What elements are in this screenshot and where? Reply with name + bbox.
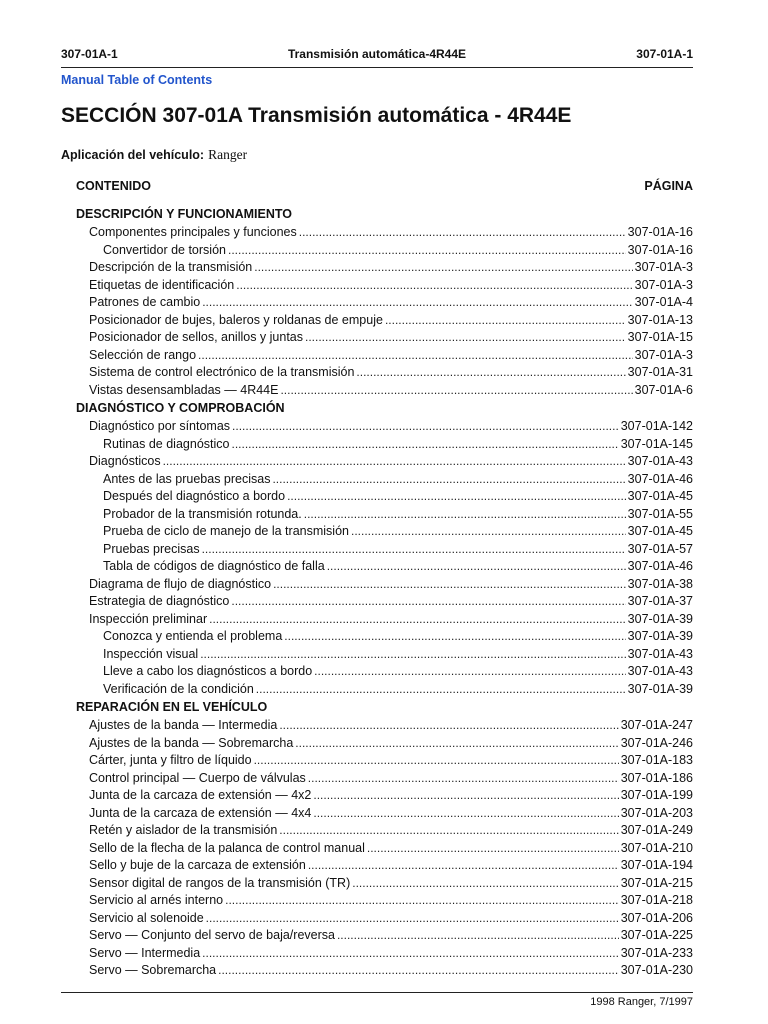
toc-entry[interactable] [76,364,693,382]
toc-entry[interactable] [76,628,693,646]
toc-entry-title: Servicio al arnés interno [89,893,224,907]
toc-entry-title: Sensor digital de rangos de la transmisión (TR) [89,875,351,890]
toc-entry[interactable] [76,717,693,735]
dot-leader [254,259,632,277]
toc-entry-page: 307-01A-3 [634,347,693,362]
toc-entry-title: Patrones de cambio [89,295,201,309]
toc-entry-title: Descripción de la transmisión [89,260,253,274]
toc-entry-page: 307-01A-246 [620,735,693,750]
dot-leader [287,488,626,506]
toc-entry-page: 307-01A-142 [620,419,693,433]
toc-entry-page: 307-01A-3 [634,277,693,292]
dot-leader [202,294,632,312]
toc-entry-page: 307-01A-233 [620,945,693,960]
toc-entry-page: 307-01A-39 [627,629,693,643]
toc-entry[interactable] [76,242,693,260]
toc-entry-page: 307-01A-6 [634,382,693,397]
toc-entry[interactable] [76,910,693,928]
toc-entry[interactable] [76,646,693,664]
dot-leader [202,945,619,963]
toc-entry[interactable] [76,277,693,295]
dot-leader [295,735,618,753]
toc-entry-page: 307-01A-45 [627,524,693,538]
header-title: Transmisión automática-4R44E [287,47,467,61]
page-title: SECCIÓN 307-01A Transmisión automática - 4R44E [61,104,572,127]
toc-entry[interactable] [76,453,693,471]
toc-entry-title: Sello de la flecha de la palanca de control manual [89,840,365,855]
toc-entry-page: 307-01A-145 [620,436,693,451]
dot-leader [367,840,619,858]
toc-entry[interactable] [76,506,693,524]
dot-leader [305,329,626,347]
toc-entry-title: Convertidor de torsión [103,242,226,257]
toc-entry[interactable] [76,787,693,805]
dot-leader [299,224,626,242]
manual-toc-link[interactable]: Manual Table of Contents [61,73,213,87]
dot-leader [385,312,626,330]
toc-entry-page: 307-01A-39 [627,611,693,626]
toc-entry-page: 307-01A-43 [627,664,693,678]
toc-entry[interactable] [76,488,693,506]
dot-leader [228,242,626,260]
toc-entry-page: 307-01A-186 [620,770,693,785]
toc-entry-page: 307-01A-55 [627,506,693,521]
toc-entry-title: Inspección preliminar [89,611,208,626]
toc-entry-title: Después del diagnóstico a bordo [103,489,286,503]
toc-entry-page: 307-01A-46 [627,559,693,573]
toc-entry-page: 307-01A-38 [627,576,693,591]
dot-leader [314,663,626,681]
toc-entry-page: 307-01A-39 [627,681,693,696]
toc-entry-title: Servicio al solenoide [89,910,204,925]
toc-entry-title: Pruebas precisas [103,541,200,556]
toc-entry-title: Sello y buje de la carcaza de extensión [89,858,306,872]
toc-entry[interactable] [76,576,693,594]
toc-entry-page: 307-01A-45 [627,489,693,503]
toc-entry-page: 307-01A-31 [627,365,693,379]
dot-leader [231,436,618,454]
dot-leader [225,892,619,910]
dot-leader [198,347,633,365]
toc-entry[interactable] [76,259,693,277]
toc-entry-page: 307-01A-215 [620,875,693,890]
toc-entry[interactable] [76,382,693,400]
toc-entry-page: 307-01A-4 [634,295,693,309]
toc-entry[interactable] [76,770,693,788]
toc-entry-title: Conozca y entienda el problema [103,629,283,643]
dot-leader [351,523,626,541]
dot-leader [273,576,626,594]
toc-entry-title: Prueba de ciclo de manejo de la transmisión [103,524,349,538]
toc-entry-title: Selección de rango [89,347,197,362]
toc-entry[interactable] [76,663,693,681]
dot-leader [352,875,618,893]
toc-entry[interactable] [76,312,693,330]
toc-entry-title: Sistema de control electrónico de la transmisión [89,365,355,379]
dot-leader [279,717,618,735]
toc-entry[interactable] [76,945,693,963]
dot-leader [308,857,619,875]
toc-entry[interactable] [76,752,693,770]
toc-entry-title: Componentes principales y funciones [89,225,297,239]
footer-divider [61,992,693,993]
contents-column-header: CONTENIDO [76,179,151,193]
toc-entry-page: 307-01A-249 [620,823,693,837]
toc-entry[interactable] [76,735,693,753]
dot-leader [308,770,619,788]
toc-section-heading: DIAGNÓSTICO Y COMPROBACIÓN [76,401,285,415]
dot-leader [337,927,619,945]
toc-entry-page: 307-01A-203 [620,805,693,820]
toc-entry-title: Diagnóstico por síntomas [89,419,231,433]
toc-entry-title: Posicionador de sellos, anillos y juntas [89,330,304,344]
toc-entry-title: Ajustes de la banda — Intermedia [89,718,278,732]
toc-entry[interactable] [76,471,693,489]
toc-entry-title: Posicionador de bujes, baleros y roldanas de empuje [89,312,383,327]
toc-entry-page: 307-01A-43 [627,646,693,661]
dot-leader [218,962,619,980]
toc-entry-title: Estrategia de diagnóstico [89,594,230,608]
toc-column-headers [76,179,693,195]
page-footer: 1998 Ranger, 7/1997 [590,996,693,1008]
vehicle-application-value: Ranger [208,147,248,162]
dot-leader [356,364,625,382]
toc-entry[interactable] [76,224,693,242]
toc-entry-page: 307-01A-37 [627,594,693,608]
toc-entry-title: Junta de la carcaza de extensión — 4x2 [89,788,312,802]
dot-leader [304,506,626,524]
toc-entry-page: 307-01A-247 [620,718,693,732]
toc-entry-page: 307-01A-15 [627,330,693,344]
toc-entry-page: 307-01A-218 [620,893,693,907]
toc-entry-title: Lleve a cabo los diagnósticos a bordo [103,664,313,678]
toc-entry-title: Cárter, junta y filtro de líquido [89,753,252,767]
dot-leader [163,453,626,471]
page-column-header: PÁGINA [644,179,693,193]
toc-entry-title: Ajustes de la banda — Sobremarcha [89,735,294,750]
dot-leader [327,558,626,576]
toc-entry[interactable] [76,558,693,576]
toc-entry-title: Junta de la carcaza de extensión — 4x4 [89,805,312,820]
toc-entry-page: 307-01A-199 [620,788,693,802]
table-of-contents [76,205,693,980]
toc-entry-title: Probador de la transmisión rotunda. [103,506,302,521]
dot-leader [236,277,632,295]
dot-leader [313,787,618,805]
toc-entry-page: 307-01A-46 [627,471,693,486]
toc-entry-page: 307-01A-57 [627,541,693,556]
toc-entry[interactable] [76,822,693,840]
toc-entry[interactable] [76,892,693,910]
toc-entry-page: 307-01A-183 [620,753,693,767]
toc-entry-page: 307-01A-16 [627,225,693,239]
toc-entry-page: 307-01A-225 [620,928,693,942]
toc-entry-title: Diagrama de flujo de diagnóstico [89,576,272,591]
dot-leader [209,611,626,629]
toc-entry-page: 307-01A-230 [620,963,693,977]
dot-leader [256,681,626,699]
dot-leader [280,382,632,400]
toc-entry[interactable] [76,681,693,699]
dot-leader [206,910,619,928]
page-header [61,47,693,63]
toc-entry-page: 307-01A-210 [620,840,693,855]
header-section-number-right: 307-01A-1 [636,47,693,61]
toc-entry-title: Antes de las pruebas precisas [103,471,271,486]
dot-leader [279,822,618,840]
toc-entry-title: Vistas desensambladas — 4R44E [89,382,279,397]
toc-entry-page: 307-01A-3 [634,260,693,274]
header-section-number-left: 307-01A-1 [61,47,118,61]
toc-entry[interactable] [76,962,693,980]
vehicle-application [61,147,247,163]
toc-entry-title: Diagnósticos [89,454,161,468]
toc-entry[interactable] [76,436,693,454]
toc-entry-title: Retén y aislador de la transmisión [89,823,278,837]
dot-leader [231,593,625,611]
toc-entry[interactable] [76,523,693,541]
toc-entry[interactable] [76,294,693,312]
toc-entry[interactable] [76,805,693,823]
toc-entry[interactable] [76,875,693,893]
toc-entry[interactable] [76,347,693,365]
toc-entry-page: 307-01A-194 [620,858,693,872]
toc-entry-title: Rutinas de diagnóstico [103,436,230,451]
toc-entry-page: 307-01A-13 [627,312,693,327]
toc-section-heading: REPARACIÓN EN EL VEHÍCULO [76,700,268,714]
toc-entry[interactable] [76,840,693,858]
toc-entry[interactable] [76,329,693,347]
toc-entry-title: Servo — Conjunto del servo de baja/reversa [89,928,335,942]
vehicle-application-label: Aplicación del vehículo: [61,148,205,162]
toc-entry-title: Etiquetas de identificación [89,277,235,292]
toc-entry[interactable] [76,611,693,629]
toc-entry-title: Tabla de códigos de diagnóstico de falla [103,559,325,573]
toc-entry-title: Verificación de la condición [103,681,254,696]
dot-leader [202,541,626,559]
toc-entry-title: Servo — Sobremarcha [89,963,217,977]
toc-entry-page: 307-01A-16 [627,242,693,257]
dot-leader [232,418,619,436]
toc-section-heading: DESCRIPCIÓN Y FUNCIONAMIENTO [76,207,292,221]
toc-entry[interactable] [76,927,693,945]
toc-entry-title: Servo — Intermedia [89,945,201,960]
toc-entry[interactable] [76,541,693,559]
toc-entry-title: Control principal — Cuerpo de válvulas [89,770,306,785]
dot-leader [313,805,618,823]
toc-entry[interactable] [76,857,693,875]
toc-entry[interactable] [76,418,693,436]
toc-entry-title: Inspección visual [103,646,199,661]
toc-entry[interactable] [76,593,693,611]
toc-entry-page: 307-01A-43 [627,454,693,468]
header-divider [61,67,693,68]
dot-leader [254,752,619,770]
dot-leader [200,646,625,664]
dot-leader [272,471,625,489]
toc-entry-page: 307-01A-206 [620,910,693,925]
dot-leader [284,628,625,646]
